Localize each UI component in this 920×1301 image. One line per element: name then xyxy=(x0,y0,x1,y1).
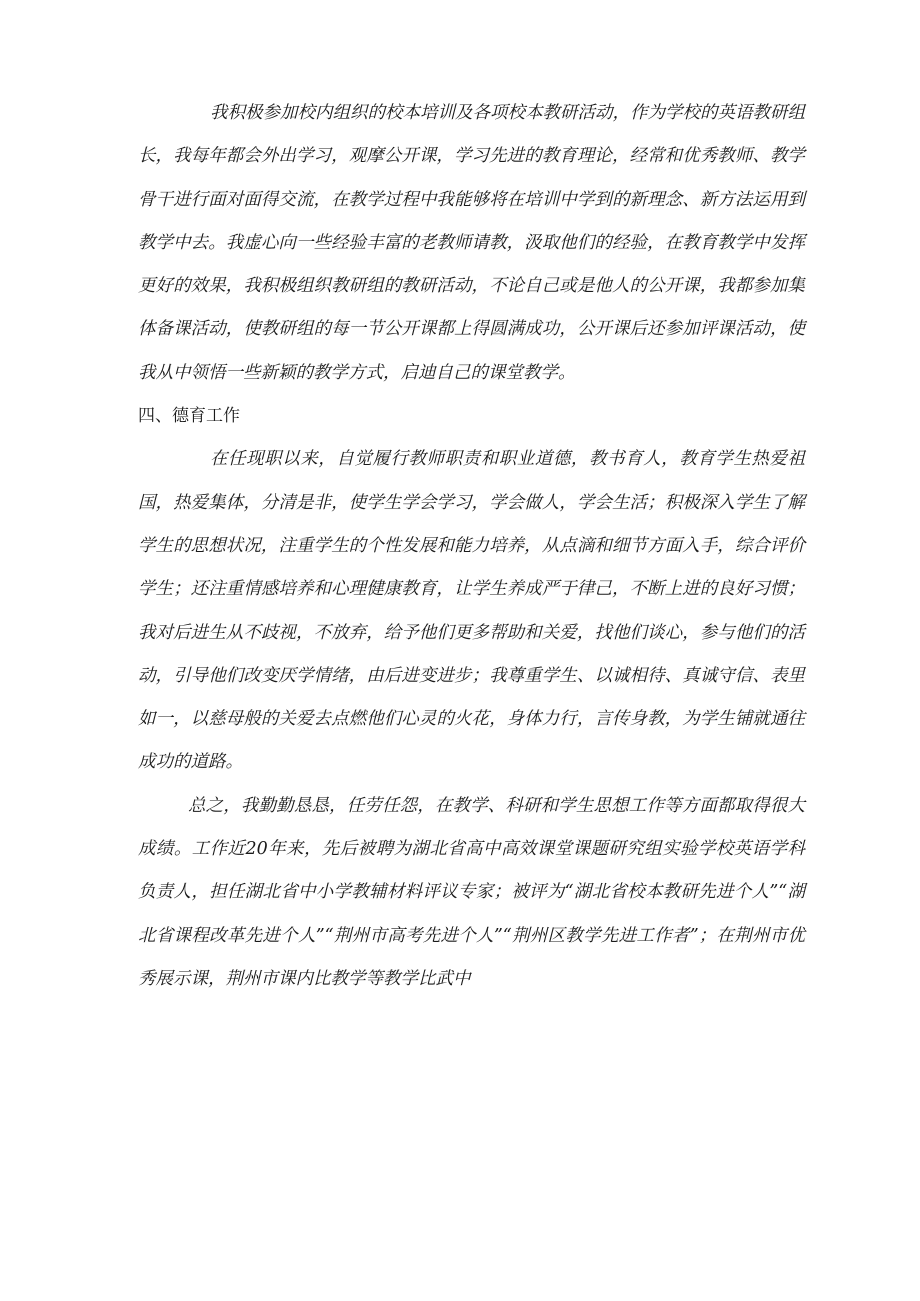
paragraph-moral-education: 在任现职以来，自觉履行教师职责和职业道德，教书育人，教育学生热爱祖国，热爱集体，分清是非，使学生学会学习，学会做人，学会生活；积极深入学生了解学生的思想状况，注重学生的个性发展和能力培养，从点滴和细节方面入手，综合评价学生；还注重情感培养和心理健康教育，让学生养成严于律己，不断上进的良好习惯；我对后进生从不歧视，不放弃，给予他们更多帮助和关爱，找他们谈心，参与他们的活动，引导他们改变厌学情绪，由后进变进步；我尊重学生、以诚相待、真诚守信、表里如一，以慈母般的关爱去点燃他们心灵的火花，身体力行，言传身教，为学生铺就通往成功的道路。 xyxy=(138,449,805,773)
paragraph-teaching-research: 我积极参加校内组织的校本培训及各项校本教研活动，作为学校的英语教研组长，我每年都会外出学习，观摩公开课，学习先进的教育理论，经常和优秀教师、教学骨干进行面对面得交流，在教学过程中我能够将在培训中学到的新理念、新方法运用到教学中去。我虚心向一些经验丰富的老教师请教，汲取他们的经验，在教育教学中发挥更好的效果，我积极组织教研组的教研活动，不论自己或是他人的公开课，我都参加集体备课活动，使教研组的每一节公开课都上得圆满成功，公开课后还参加评课活动，使我从中领悟一些新颖的教学方式，启迪自己的课堂教学。 xyxy=(138,103,805,383)
paragraph-summary: 总之，我勤勤恳恳，任劳任怨，在教学、科研和学生思想工作等方面都取得很大成绩。工作近20年来，先后被聘为湖北省高中高效课堂课题研究组实验学校英语学科负责人，担任湖北省中小学教辅材料评议专家；被评为“湖北省校本教研先进个人”“湖北省课程改革先进个人”“荆州市高考先进个人”“荆州区教学先进工作者”；在荆州市优秀展示课，荆州市课内比教学等教学比武中 xyxy=(138,795,805,989)
document-body xyxy=(138,92,805,1001)
section-heading-moral-education: 四、德育工作 xyxy=(138,406,240,427)
